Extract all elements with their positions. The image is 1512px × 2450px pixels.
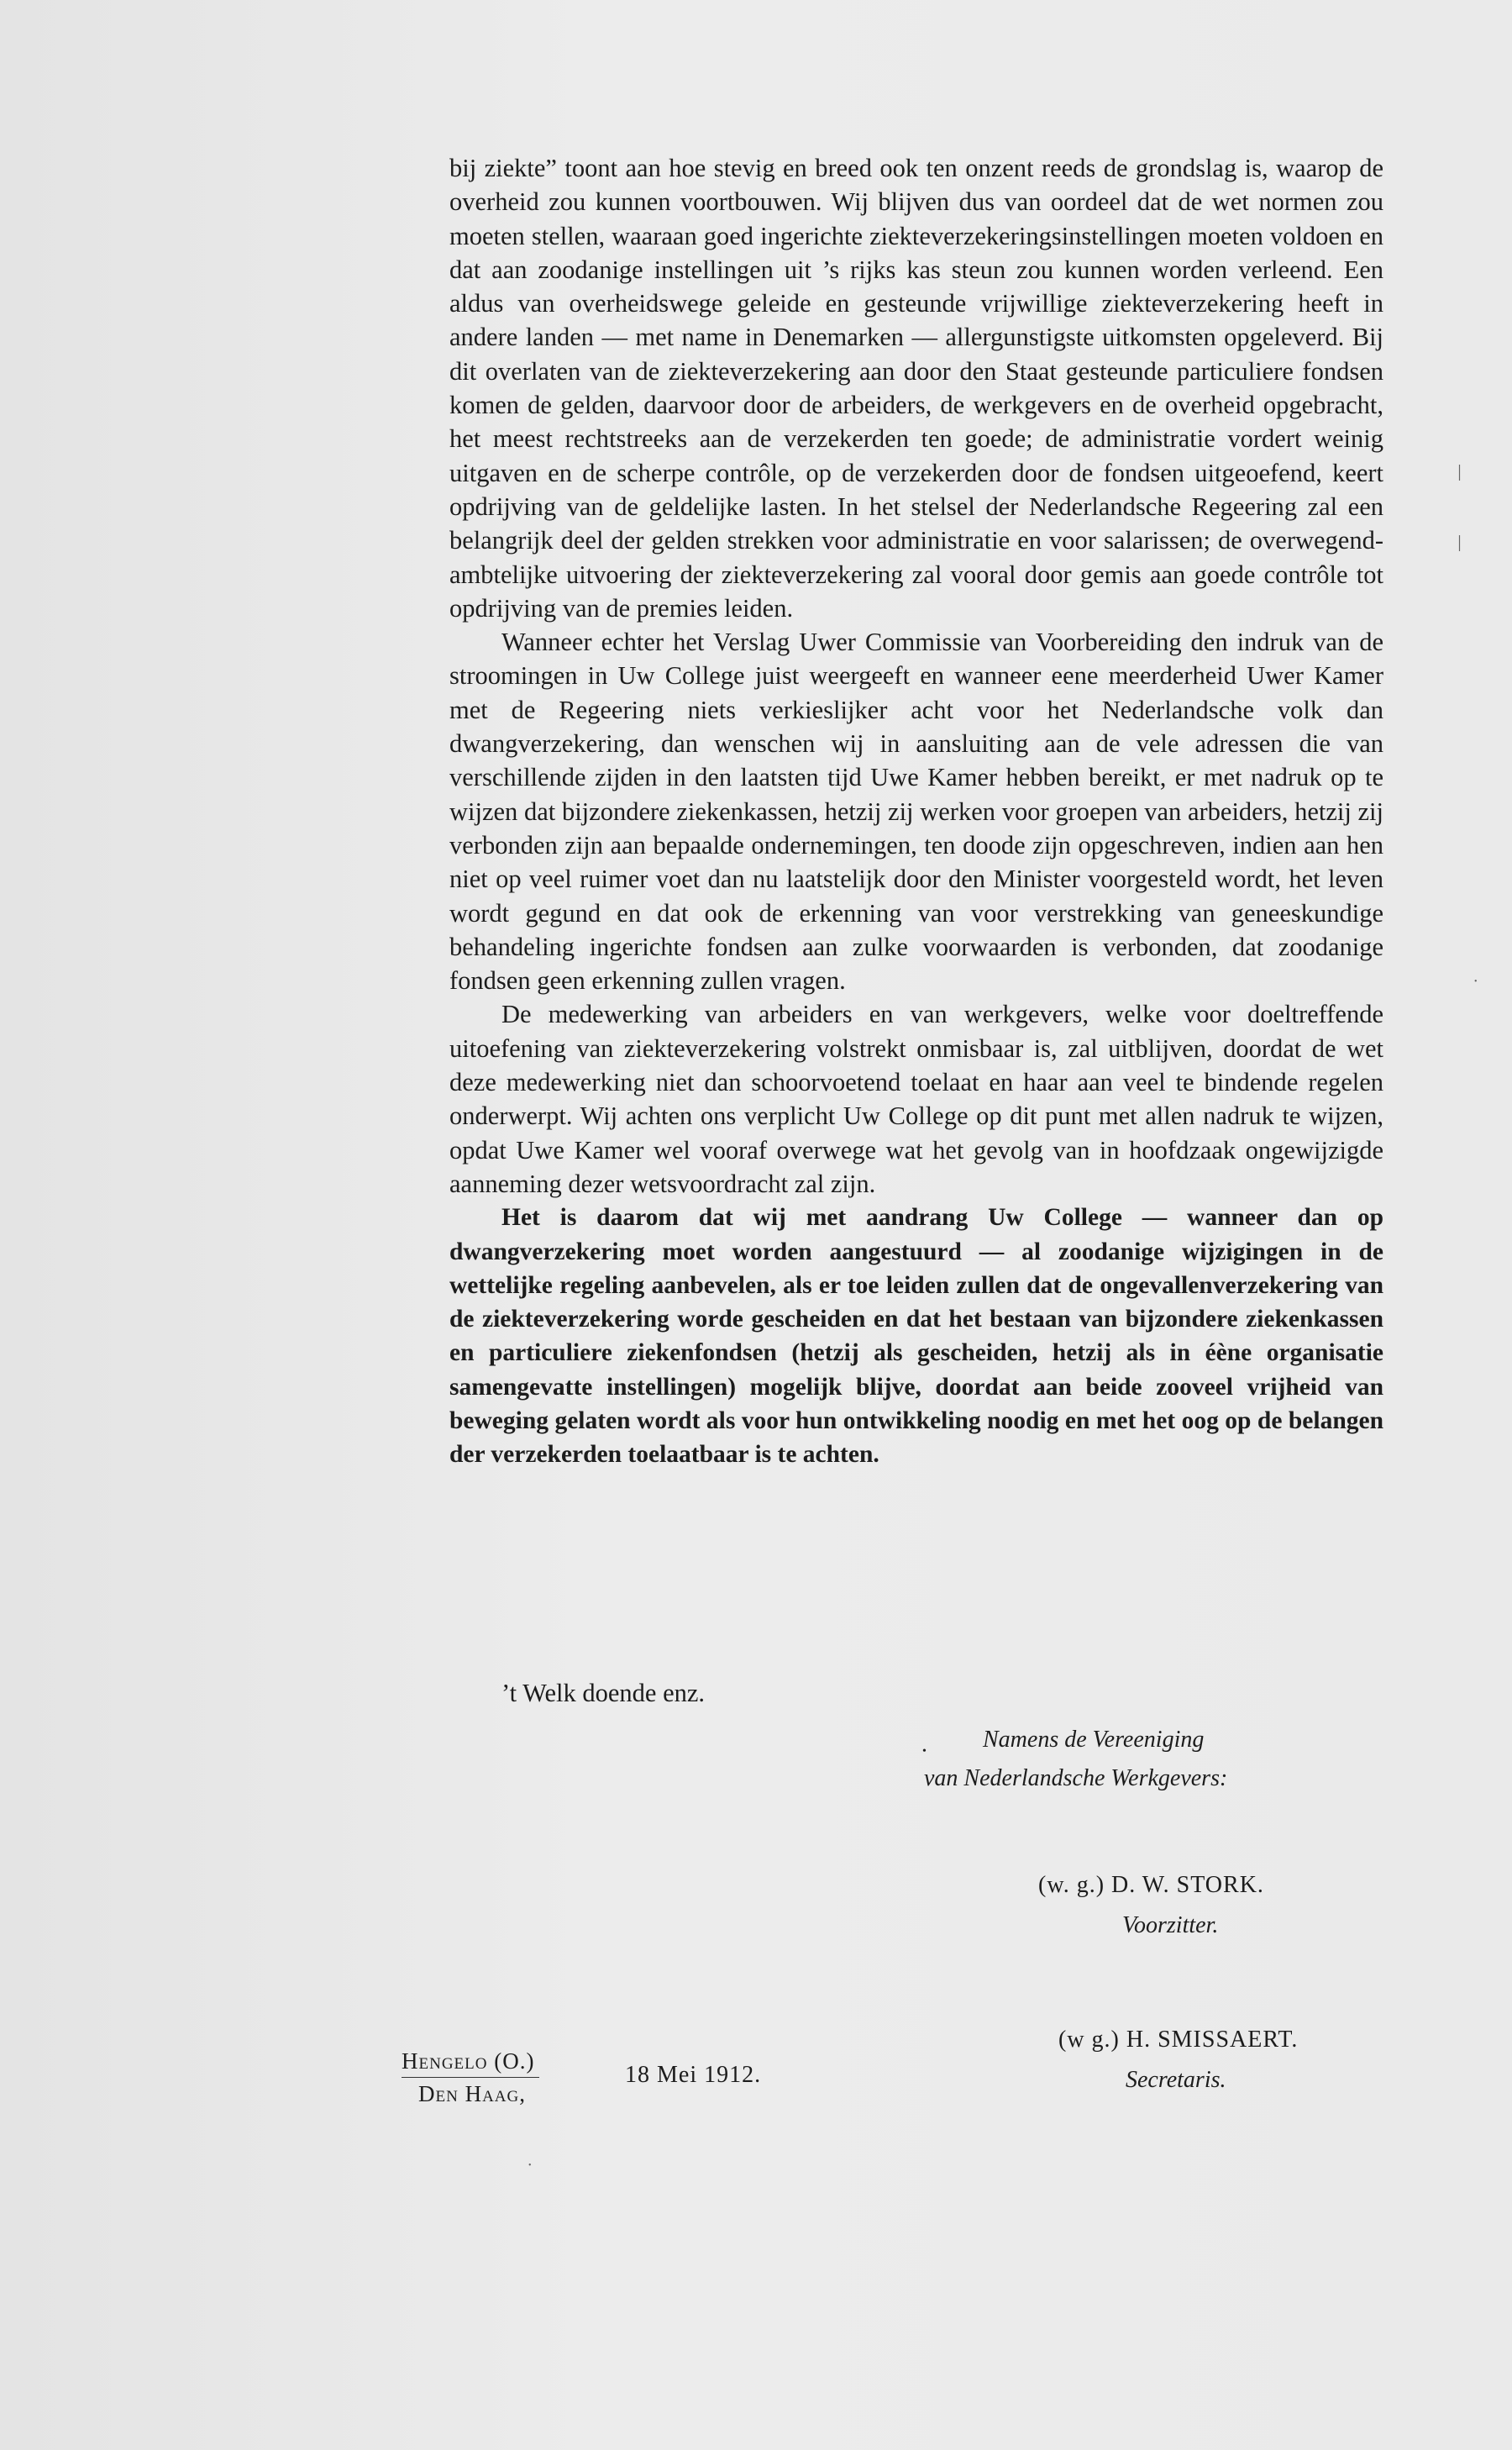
signature-chair — [1038, 1865, 1264, 1946]
paragraph-request-bold: Het is daarom dat wij met aandrang Uw College — wanneer dan op dwangverzekering moet worden aangestuurd — al zoodanige wijzigingen in de wettelijke regeling aanbevelen, als er toe leiden zullen dat de ongevallenverzekering van de ziekteverzekering worde gescheiden en dat het bestaan van bijzondere ziekenkassen en particuliere ziekenfondsen (hetzij als gescheiden, hetzij als in éène organisatie samengevatte instellingen) mogelijk blijve, doordat aan beide zooveel vrijheid van beweging gelaten wordt als voor hun ontwikkeling noodig en met het oog op de belangen der verzekerden toelaatbaar is te achten. — [449, 1204, 1383, 1469]
letter-body — [449, 151, 1383, 1472]
org-line-2: van Nederlandsche Werkgevers: — [924, 1765, 1228, 1791]
closing-formula: ’t Welk doende enz. — [501, 1679, 706, 1707]
place-bottom: Den Haag, — [418, 2081, 526, 2106]
secretary-name: (w g.) H. SMISSAERT. — [1058, 2027, 1299, 2053]
margin-speck: ׀ — [1456, 467, 1464, 481]
paragraph-commission-report: Wanneer echter het Verslag Uwer Commissie van Voorbereiding den indruk van de stroomingen in Uw College juist weergeeft en wanneer eene meerderheid Uwer Kamer met de Regeering niets verkieslijker acht voor het Nederlandsche volk dan dwangverzekering, dan wenschen wij in aansluiting aan de vele adressen die van verschillende zijden in den laatsten tijd Uwe Kamer hebben bereikt, er met nadruk op te wijzen dat bijzondere ziekenkassen, hetzij zij werken voor groepen van arbeiders, hetzij zij verbonden zijn aan bepaalde ondernemingen, ten doode zijn opgeschreven, indien aan hen niet op veel ruimer voet dan nu laatstelijk door den Minister voorgesteld wordt, het leven wordt gegund en dat ook de erkenning van voor verstrekking van geneeskundige behandeling ingerichte fondsen aan zulke voorwaarden is verbonden, dat zoodanige fondsen geen erkenning zullen vragen. — [449, 628, 1383, 996]
margin-speck: • — [1474, 977, 1478, 986]
margin-speck: ׀ — [1456, 538, 1464, 552]
signatory-organisation — [924, 1721, 1394, 1798]
place-top: Hengelo (O.) — [402, 2045, 539, 2078]
chair-role: Voorzitter. — [1122, 1912, 1219, 1938]
paragraph-continuation: bij ziekte” toont aan hoe stevig en breed ook ten onzent reeds de grondslag is, waarop de overheid zou kunnen voortbouwen. Wij blijven dus van oordeel dat de wet normen zou moeten stellen, waaraan goed ingerichte ziekteverzekeringsinstellingen moeten voldoen en dat aan zoodanige instellingen uit ’s rijks kas steun zou kunnen worden verleend. Een aldus van overheidswege geleide en gesteunde vrijwillige ziekteverzekering heeft in andere landen — met name in Denemarken — allergunstigste uitkomsten opgeleverd. Bij dit overlaten van de ziekteverzekering aan door den Staat gesteunde particuliere fondsen komen de gelden, daarvoor door de arbeiders, de werkgevers en de overheid opgebracht, het meest rechtstreeks aan de verzekerden ten goede; de administratie vordert weinig uitgaven en de scherpe contrôle, op de verzekerden door de fondsen uitgeoefend, keert opdrijving van de geldelijke lasten. In het stelsel der Nederlandsche Regeering zal een belangrijk deel der gelden strekken voor administratie en voor salarissen; de overwegend-ambtelijke uitvoering der ziekteverzekering zal vooral door gemis aan goede contrôle tot opdrijving van de premies leiden. — [449, 154, 1383, 623]
bullet-mark: • — [922, 1745, 927, 1758]
chair-name: (w. g.) D. W. STORK. — [1038, 1872, 1264, 1898]
secretary-role: Secretaris. — [1126, 2067, 1226, 2093]
signature-secretary — [1058, 2020, 1298, 2100]
org-line-1: Namens de Vereeniging — [983, 1727, 1205, 1753]
place-of-signing — [402, 2045, 539, 2110]
letter-date: 18 Mei 1912. — [625, 2062, 762, 2088]
paragraph-cooperation: De medewerking van arbeiders en van werkgevers, welke voor doeltreffende uitoefening van ziekteverzekering volstrekt onmisbaar is, zal uitblijven, doordat de wet deze medewerking niet dan schoorvoetend toelaat en haar aan veel te bindende regelen onderwerpt. Wij achten ons verplicht Uw College op dit punt met allen nadruk te wijzen, opdat Uwe Kamer wel vooraf overwege wat het gevolg van in hoofdzaak ongewijzigde aanneming dezer wetsvoordracht zal zijn. — [449, 1000, 1383, 1198]
margin-speck: • — [528, 2161, 532, 2170]
